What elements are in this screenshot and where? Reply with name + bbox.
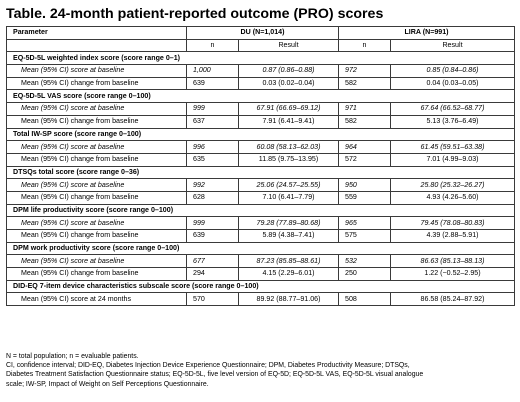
- du-n-cell: 639: [187, 230, 239, 243]
- lira-n-cell: 250: [339, 268, 391, 281]
- section-row: [7, 204, 515, 217]
- du-result-cell: 89.92 (88.77–91.06): [239, 293, 339, 306]
- header-parameter: Parameter: [7, 27, 187, 40]
- row-label: Mean (95% CI) change from baseline: [7, 153, 187, 166]
- du-n-cell: 677: [187, 255, 239, 268]
- subheader-blank: [7, 39, 187, 52]
- table-row: [7, 230, 515, 243]
- lira-result-cell: 79.45 (78.08–80.83): [391, 217, 515, 230]
- subheader-du-result: Result: [239, 39, 339, 52]
- footnote-line: N = total population; n = evaluable patients.: [6, 353, 139, 360]
- lira-n-cell: 572: [339, 153, 391, 166]
- du-n-cell: 996: [187, 141, 239, 154]
- row-label: Mean (95% CI) change from baseline: [7, 268, 187, 281]
- table-row: [7, 255, 515, 268]
- du-result-cell: 11.85 (9.75–13.95): [239, 153, 339, 166]
- row-label: Mean (95% CI) score at baseline: [7, 255, 187, 268]
- lira-n-cell: 965: [339, 217, 391, 230]
- table-row: [7, 103, 515, 116]
- table-row: [7, 77, 515, 90]
- footnote-line: CI, confidence interval; DID-EQ, Diabetes Injection Device Experience Questionnaire; DPM, Diabetes Productivity Measure; DTSQs,: [6, 362, 410, 370]
- section-row: [7, 242, 515, 255]
- lira-result-cell: 4.39 (2.88–5.91): [391, 230, 515, 243]
- lira-n-cell: 508: [339, 293, 391, 306]
- row-label: Mean (95% CI) change from baseline: [7, 191, 187, 204]
- row-label: Mean (95% CI) change from baseline: [7, 77, 187, 90]
- lira-n-cell: 582: [339, 115, 391, 128]
- section-title: DPM work productivity score (score range 0–100): [7, 242, 515, 255]
- table-row: [7, 115, 515, 128]
- subheader-lira-n: n: [339, 39, 391, 52]
- lira-n-cell: 575: [339, 230, 391, 243]
- row-label: Mean (95% CI) change from baseline: [7, 115, 187, 128]
- row-label: Mean (95% CI) score at baseline: [7, 65, 187, 78]
- section-row: [7, 166, 515, 179]
- du-result-cell: 7.91 (6.41–9.41): [239, 115, 339, 128]
- du-result-cell: 0.03 (0.02–0.04): [239, 77, 339, 90]
- du-result-cell: 7.10 (6.41–7.79): [239, 191, 339, 204]
- row-label: Mean (95% CI) score at baseline: [7, 179, 187, 192]
- row-label: Mean (95% CI) score at baseline: [7, 141, 187, 154]
- lira-result-cell: 0.85 (0.84–0.86): [391, 65, 515, 78]
- du-result-cell: 87.23 (85.85–88.61): [239, 255, 339, 268]
- table-row: [7, 153, 515, 166]
- section-row: [7, 128, 515, 141]
- section-title: DTSQs total score (score range 0–36): [7, 166, 515, 179]
- subheader-lira-result: Result: [391, 39, 515, 52]
- lira-n-cell: 971: [339, 103, 391, 116]
- du-n-cell: 999: [187, 103, 239, 116]
- du-result-cell: 4.15 (2.29–6.01): [239, 268, 339, 281]
- du-n-cell: 294: [187, 268, 239, 281]
- table-row: [7, 141, 515, 154]
- table-title: Table. 24-month patient-reported outcome (PRO) scores: [6, 6, 384, 22]
- table-row: [7, 217, 515, 230]
- section-title: DID-EQ 7-item device characteristics subscale score (score range 0–100): [7, 280, 515, 293]
- lira-result-cell: 67.64 (66.52–68.77): [391, 103, 515, 116]
- lira-result-cell: 25.80 (25.32–26.27): [391, 179, 515, 192]
- lira-n-cell: 559: [339, 191, 391, 204]
- section-title: DPM life productivity score (score range 0–100): [7, 204, 515, 217]
- pro-scores-table: [6, 26, 515, 306]
- subheader-du-n: n: [187, 39, 239, 52]
- section-title: EQ-5D-5L weighted index score (score range 0–1): [7, 52, 515, 65]
- section-title: Total IW-SP score (score range 0–100): [7, 128, 515, 141]
- lira-n-cell: 972: [339, 65, 391, 78]
- du-n-cell: 635: [187, 153, 239, 166]
- du-n-cell: 637: [187, 115, 239, 128]
- du-result-cell: 5.89 (4.38–7.41): [239, 230, 339, 243]
- table-row: [7, 65, 515, 78]
- lira-n-cell: 582: [339, 77, 391, 90]
- table-body: [7, 27, 515, 306]
- section-row: [7, 90, 515, 103]
- du-result-cell: 79.28 (77.89–80.68): [239, 217, 339, 230]
- lira-result-cell: 0.04 (0.03–0.05): [391, 77, 515, 90]
- lira-result-cell: 5.13 (3.76–6.49): [391, 115, 515, 128]
- table-row: [7, 268, 515, 281]
- footnotes: [6, 352, 516, 389]
- header-lira: LIRA (N=991): [339, 27, 515, 40]
- lira-n-cell: 964: [339, 141, 391, 154]
- table-row: [7, 179, 515, 192]
- table-row: [7, 293, 515, 306]
- du-result-cell: 60.08 (58.13–62.03): [239, 141, 339, 154]
- row-label: Mean (95% CI) score at 24 months: [7, 293, 187, 306]
- lira-result-cell: 61.45 (59.51–63.38): [391, 141, 515, 154]
- du-result-cell: 25.06 (24.57–25.55): [239, 179, 339, 192]
- footnote-line: scale; IW-SP, Impact of Weight on Self Perceptions Questionnaire.: [6, 380, 209, 388]
- section-row: [7, 52, 515, 65]
- header-du: DU (N=1,014): [187, 27, 339, 40]
- du-n-cell: 992: [187, 179, 239, 192]
- du-n-cell: 1,000: [187, 65, 239, 78]
- lira-n-cell: 950: [339, 179, 391, 192]
- du-result-cell: 67.91 (66.69–69.12): [239, 103, 339, 116]
- lira-result-cell: 86.63 (85.13–88.13): [391, 255, 515, 268]
- row-label: Mean (95% CI) score at baseline: [7, 103, 187, 116]
- lira-result-cell: 86.58 (85.24–87.92): [391, 293, 515, 306]
- lira-result-cell: 4.93 (4.26–5.60): [391, 191, 515, 204]
- row-label: Mean (95% CI) change from baseline: [7, 230, 187, 243]
- row-label: Mean (95% CI) score at baseline: [7, 217, 187, 230]
- du-n-cell: 628: [187, 191, 239, 204]
- du-n-cell: 570: [187, 293, 239, 306]
- subheader-row: [7, 39, 515, 52]
- header-row: [7, 27, 515, 40]
- du-result-cell: 0.87 (0.86–0.88): [239, 65, 339, 78]
- lira-result-cell: 7.01 (4.99–9.03): [391, 153, 515, 166]
- footnote-line: Diabetes Treatment Satisfaction Questionnaire status; EQ-5D-5L, five level version of EQ-5D; EQ-5D-5L VAS, EQ-5D-5L visual analogue: [6, 371, 424, 379]
- du-n-cell: 639: [187, 77, 239, 90]
- du-n-cell: 999: [187, 217, 239, 230]
- section-row: [7, 280, 515, 293]
- lira-result-cell: 1.22 (−0.52–2.95): [391, 268, 515, 281]
- section-title: EQ-5D-5L VAS score (score range 0–100): [7, 90, 515, 103]
- lira-n-cell: 532: [339, 255, 391, 268]
- table-row: [7, 191, 515, 204]
